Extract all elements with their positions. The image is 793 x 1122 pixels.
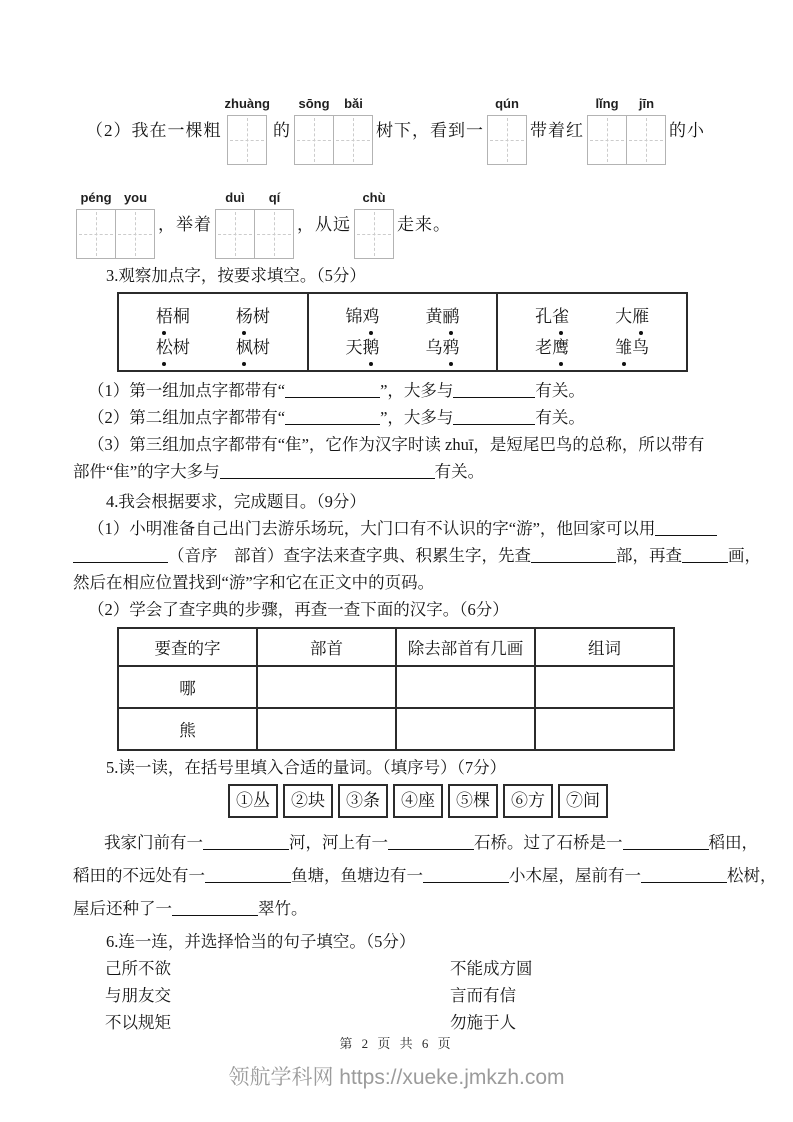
match-left-item: 己所不欲	[105, 959, 171, 978]
text-run: 稻田，	[708, 833, 758, 852]
dot-char: 鹰	[552, 332, 569, 363]
matching-pairs	[73, 955, 725, 1036]
dict-header-row	[118, 628, 674, 666]
writing-grid-box	[354, 209, 394, 259]
text-run: 走来。	[397, 215, 451, 234]
fill-blank	[220, 463, 435, 479]
dict-table-header: 部首	[257, 628, 396, 666]
dot-char: 鸡	[363, 301, 380, 332]
pinyin-label: qí	[268, 190, 281, 205]
dot-char: 桐	[172, 307, 190, 326]
dict-table-header: 除去部首有几画	[396, 628, 535, 666]
dot-word	[615, 332, 649, 363]
measure-word-option: ①丛	[228, 784, 278, 818]
fill-blank	[388, 834, 474, 850]
fill-blank	[682, 547, 728, 563]
lookup-char-cell: 熊	[118, 708, 257, 750]
pinyin-box-group	[294, 96, 373, 165]
pinyin-box-group	[225, 96, 271, 165]
q4-body	[73, 515, 761, 623]
text-run: （音序 部首）查字法来查字典、积累生字，先查	[168, 546, 531, 565]
pinyin-label: chù	[362, 190, 386, 205]
writing-line	[73, 96, 725, 165]
pinyin-label: bǎi	[344, 96, 363, 111]
dict-table-row	[118, 666, 674, 708]
pinyin-label: zhuàng	[224, 96, 270, 111]
dot-char: 枫	[236, 332, 253, 363]
writing-cell	[334, 96, 373, 165]
fill-blank	[655, 520, 717, 536]
text-run: （2）学会了查字典的步骤，再查一查下面的汉字。（6分）	[88, 600, 509, 619]
fill-blank	[453, 382, 535, 398]
match-right-item: 言而有信	[450, 986, 516, 1005]
dot-word	[426, 332, 460, 363]
pinyin-label: péng	[80, 190, 112, 205]
dot-char: 老	[535, 338, 553, 357]
writing-grid-box	[333, 115, 373, 165]
measure-word-options	[228, 784, 725, 818]
dict-table-header: 组词	[535, 628, 674, 666]
fill-blank	[285, 382, 380, 398]
page-number: 第 2 页 共 6 页	[339, 1036, 454, 1051]
text-run: 屋后还种了一	[73, 899, 172, 918]
dot-word	[535, 332, 569, 363]
box-dash-vertical	[607, 118, 608, 162]
match-right-item: 不能成方圆	[450, 959, 533, 978]
writing-cell	[487, 96, 527, 165]
text-run: 有关。	[434, 462, 485, 481]
text-run: 的小	[669, 121, 705, 140]
dot-word-row	[119, 301, 307, 332]
dot-word-group	[119, 294, 307, 370]
text-line	[73, 431, 725, 458]
dot-word	[615, 301, 649, 332]
dot-char: 雁	[632, 301, 649, 332]
dot-word	[156, 301, 190, 332]
writing-grid-box	[227, 115, 267, 165]
fill-blank	[203, 834, 289, 850]
dot-char: 鹂	[443, 301, 460, 332]
dot-word	[426, 301, 460, 332]
writing-cell	[294, 96, 334, 165]
text-run: ，举着	[158, 215, 212, 234]
fill-blank	[73, 547, 168, 563]
writing-grid-box	[76, 209, 116, 259]
measure-word-option: ④座	[393, 784, 443, 818]
question-3	[73, 263, 725, 485]
pinyin-label: duì	[225, 190, 245, 205]
box-dash-vertical	[353, 118, 354, 162]
matching-row	[73, 955, 725, 982]
measure-word-option: ⑦间	[558, 784, 608, 818]
match-left-item: 不以规矩	[105, 1013, 171, 1032]
box-dash-vertical	[314, 118, 315, 162]
dict-table-cell	[257, 708, 396, 750]
dot-char: 树	[252, 338, 270, 357]
writing-cell	[255, 190, 294, 259]
text-run: 小木屋，屋前有一	[509, 866, 641, 885]
dot-char: 鹅	[363, 332, 380, 363]
dict-table-cell	[535, 666, 674, 708]
dot-word	[346, 332, 380, 363]
q3-title: 3.观察加点字，按要求填空。（5分）	[106, 266, 366, 285]
text-run: （2）我在一棵粗	[86, 121, 222, 140]
text-line	[73, 542, 761, 569]
pinyin-label: sōng	[298, 96, 330, 111]
writing-cell	[76, 190, 116, 259]
dot-char: 树	[172, 338, 190, 357]
pinyin-label: jīn	[638, 96, 655, 111]
dot-word-row	[309, 301, 497, 332]
text-run: （1）第一组加点字都带有“	[88, 381, 286, 400]
text-run: 鱼塘，鱼塘边有一	[291, 866, 423, 885]
question-4	[73, 489, 761, 751]
lookup-char-cell: 哪	[118, 666, 257, 708]
text-line	[73, 404, 725, 431]
writing-grid-box	[587, 115, 627, 165]
dot-char: 雀	[552, 301, 569, 332]
pinyin-box-group	[76, 190, 155, 259]
site-watermark: 领航学科网 https://xueke.jmkzh.com	[228, 1066, 565, 1089]
text-run: ”，大多与	[380, 381, 454, 400]
writing-grid-box	[487, 115, 527, 165]
fill-blank	[423, 867, 509, 883]
text-line	[73, 569, 725, 596]
dot-word-row	[498, 332, 686, 363]
matching-row	[73, 982, 725, 1009]
dot-char: 雏	[615, 332, 632, 363]
text-line	[73, 377, 725, 404]
box-dash-vertical	[96, 212, 97, 256]
dot-word-group	[307, 294, 497, 370]
dot-char: 梧	[156, 301, 173, 332]
match-right-item: 勿施于人	[450, 1013, 516, 1032]
dot-word-group	[496, 294, 686, 370]
text-run: 部件“隹”的字大多与	[73, 462, 220, 481]
text-run: ”，大多与	[380, 408, 454, 427]
writing-grid-box	[115, 209, 155, 259]
box-dash-vertical	[135, 212, 136, 256]
dot-char: 杨	[236, 301, 253, 332]
text-run: （1）小明准备自己出门去游乐场玩，大门口有不认识的字“游”，他回家可以用	[88, 519, 656, 538]
writing-grid-box	[254, 209, 294, 259]
pinyin-box-group	[587, 96, 666, 165]
dot-word	[346, 301, 380, 332]
text-line	[73, 892, 725, 925]
dict-table-cell	[257, 666, 396, 708]
text-run: 翠竹。	[258, 899, 308, 918]
writing-grid-box	[626, 115, 666, 165]
dot-word-row	[309, 332, 497, 363]
text-line	[73, 596, 725, 623]
q4-title: 4.我会根据要求，完成题目。（9分）	[106, 492, 366, 511]
dot-word-row	[119, 332, 307, 363]
text-run: 然后在相应位置找到“游”字和它在正文中的页码。	[73, 573, 435, 592]
writing-cell	[215, 190, 255, 259]
pinyin-writing-section	[73, 96, 725, 259]
text-run: 石桥。过了石桥是一	[474, 833, 623, 852]
measure-word-option: ③条	[338, 784, 388, 818]
box-dash-vertical	[274, 212, 275, 256]
text-run: 带着红	[530, 121, 584, 140]
dot-char: 树	[252, 307, 270, 326]
text-line	[73, 515, 725, 542]
writing-grid-box	[294, 115, 334, 165]
measure-word-option: ②块	[283, 784, 333, 818]
matching-row	[73, 1009, 725, 1036]
box-dash-vertical	[235, 212, 236, 256]
fill-blank	[641, 867, 727, 883]
dot-char: 鸦	[443, 332, 460, 363]
text-line	[73, 826, 758, 859]
dictionary-lookup-table	[117, 627, 675, 751]
text-run: 树下，看到一	[376, 121, 484, 140]
text-run: 部，再查	[616, 546, 682, 565]
writing-grid-box	[215, 209, 255, 259]
dot-char: 锦	[345, 307, 363, 326]
box-dash-vertical	[646, 118, 647, 162]
q6-title: 6.连一连，并选择恰当的句子填空。（5分）	[106, 932, 416, 951]
q3-subquestions	[73, 377, 725, 485]
dot-char: 天	[345, 338, 363, 357]
dotted-words-table	[117, 292, 688, 372]
pinyin-box-group	[215, 190, 294, 259]
writing-cell	[587, 96, 627, 165]
dot-char: 孔	[535, 307, 553, 326]
dot-char: 鸟	[632, 338, 650, 357]
dot-char: 大	[615, 307, 633, 326]
question-5	[73, 755, 777, 925]
dot-word	[236, 301, 270, 332]
writing-cell	[225, 96, 271, 165]
match-left-item: 与朋友交	[105, 986, 171, 1005]
box-dash-vertical	[507, 118, 508, 162]
dict-table-cell	[535, 708, 674, 750]
text-run: （3）第三组加点字都带有“隹”，它作为汉字时读 zhuī，是短尾巴鸟的总称，所以带有	[88, 435, 705, 454]
text-run: 我家门前有一	[104, 833, 203, 852]
text-run: ，从远	[297, 215, 351, 234]
dot-word	[236, 332, 270, 363]
dict-table-cell	[396, 708, 535, 750]
fill-blank	[453, 409, 535, 425]
fill-blank	[623, 834, 709, 850]
pinyin-label: lǐng	[595, 96, 619, 111]
writing-line	[73, 190, 725, 259]
writing-cell	[627, 96, 666, 165]
text-run: 有关。	[535, 381, 585, 400]
dot-char: 乌	[425, 338, 443, 357]
writing-cell	[116, 190, 155, 259]
pinyin-label: qún	[495, 96, 519, 111]
pinyin-box-group	[487, 96, 527, 165]
dot-char: 松	[156, 332, 173, 363]
text-run: 画，	[728, 546, 761, 565]
dict-table-row	[118, 708, 674, 750]
box-dash-vertical	[247, 118, 248, 162]
q5-title: 5.读一读，在括号里填入合适的量词。（填序号）（7分）	[106, 758, 507, 777]
q5-passage	[73, 826, 777, 925]
text-line	[73, 458, 725, 485]
question-6	[73, 929, 725, 1036]
writing-cell	[354, 190, 394, 259]
dot-word	[535, 301, 569, 332]
text-line	[73, 859, 777, 892]
pinyin-label: you	[123, 190, 148, 205]
text-run: （2）第二组加点字都带有“	[88, 408, 286, 427]
dot-word-row	[498, 301, 686, 332]
dot-char: 黄	[425, 307, 443, 326]
dict-table-header: 要查的字	[118, 628, 257, 666]
measure-word-option: ⑥方	[503, 784, 553, 818]
box-dash-vertical	[374, 212, 375, 256]
text-run: 的	[273, 121, 291, 140]
pinyin-box-group	[354, 190, 394, 259]
text-run: 稻田的不远处有一	[73, 866, 205, 885]
dot-word	[156, 332, 190, 363]
text-run: 松树，	[727, 866, 777, 885]
measure-word-option: ⑤棵	[448, 784, 498, 818]
fill-blank	[531, 547, 616, 563]
dict-table-cell	[396, 666, 535, 708]
fill-blank	[172, 900, 258, 916]
text-run: 有关。	[535, 408, 585, 427]
fill-blank	[285, 409, 380, 425]
text-run: 河，河上有一	[289, 833, 388, 852]
fill-blank	[205, 867, 291, 883]
